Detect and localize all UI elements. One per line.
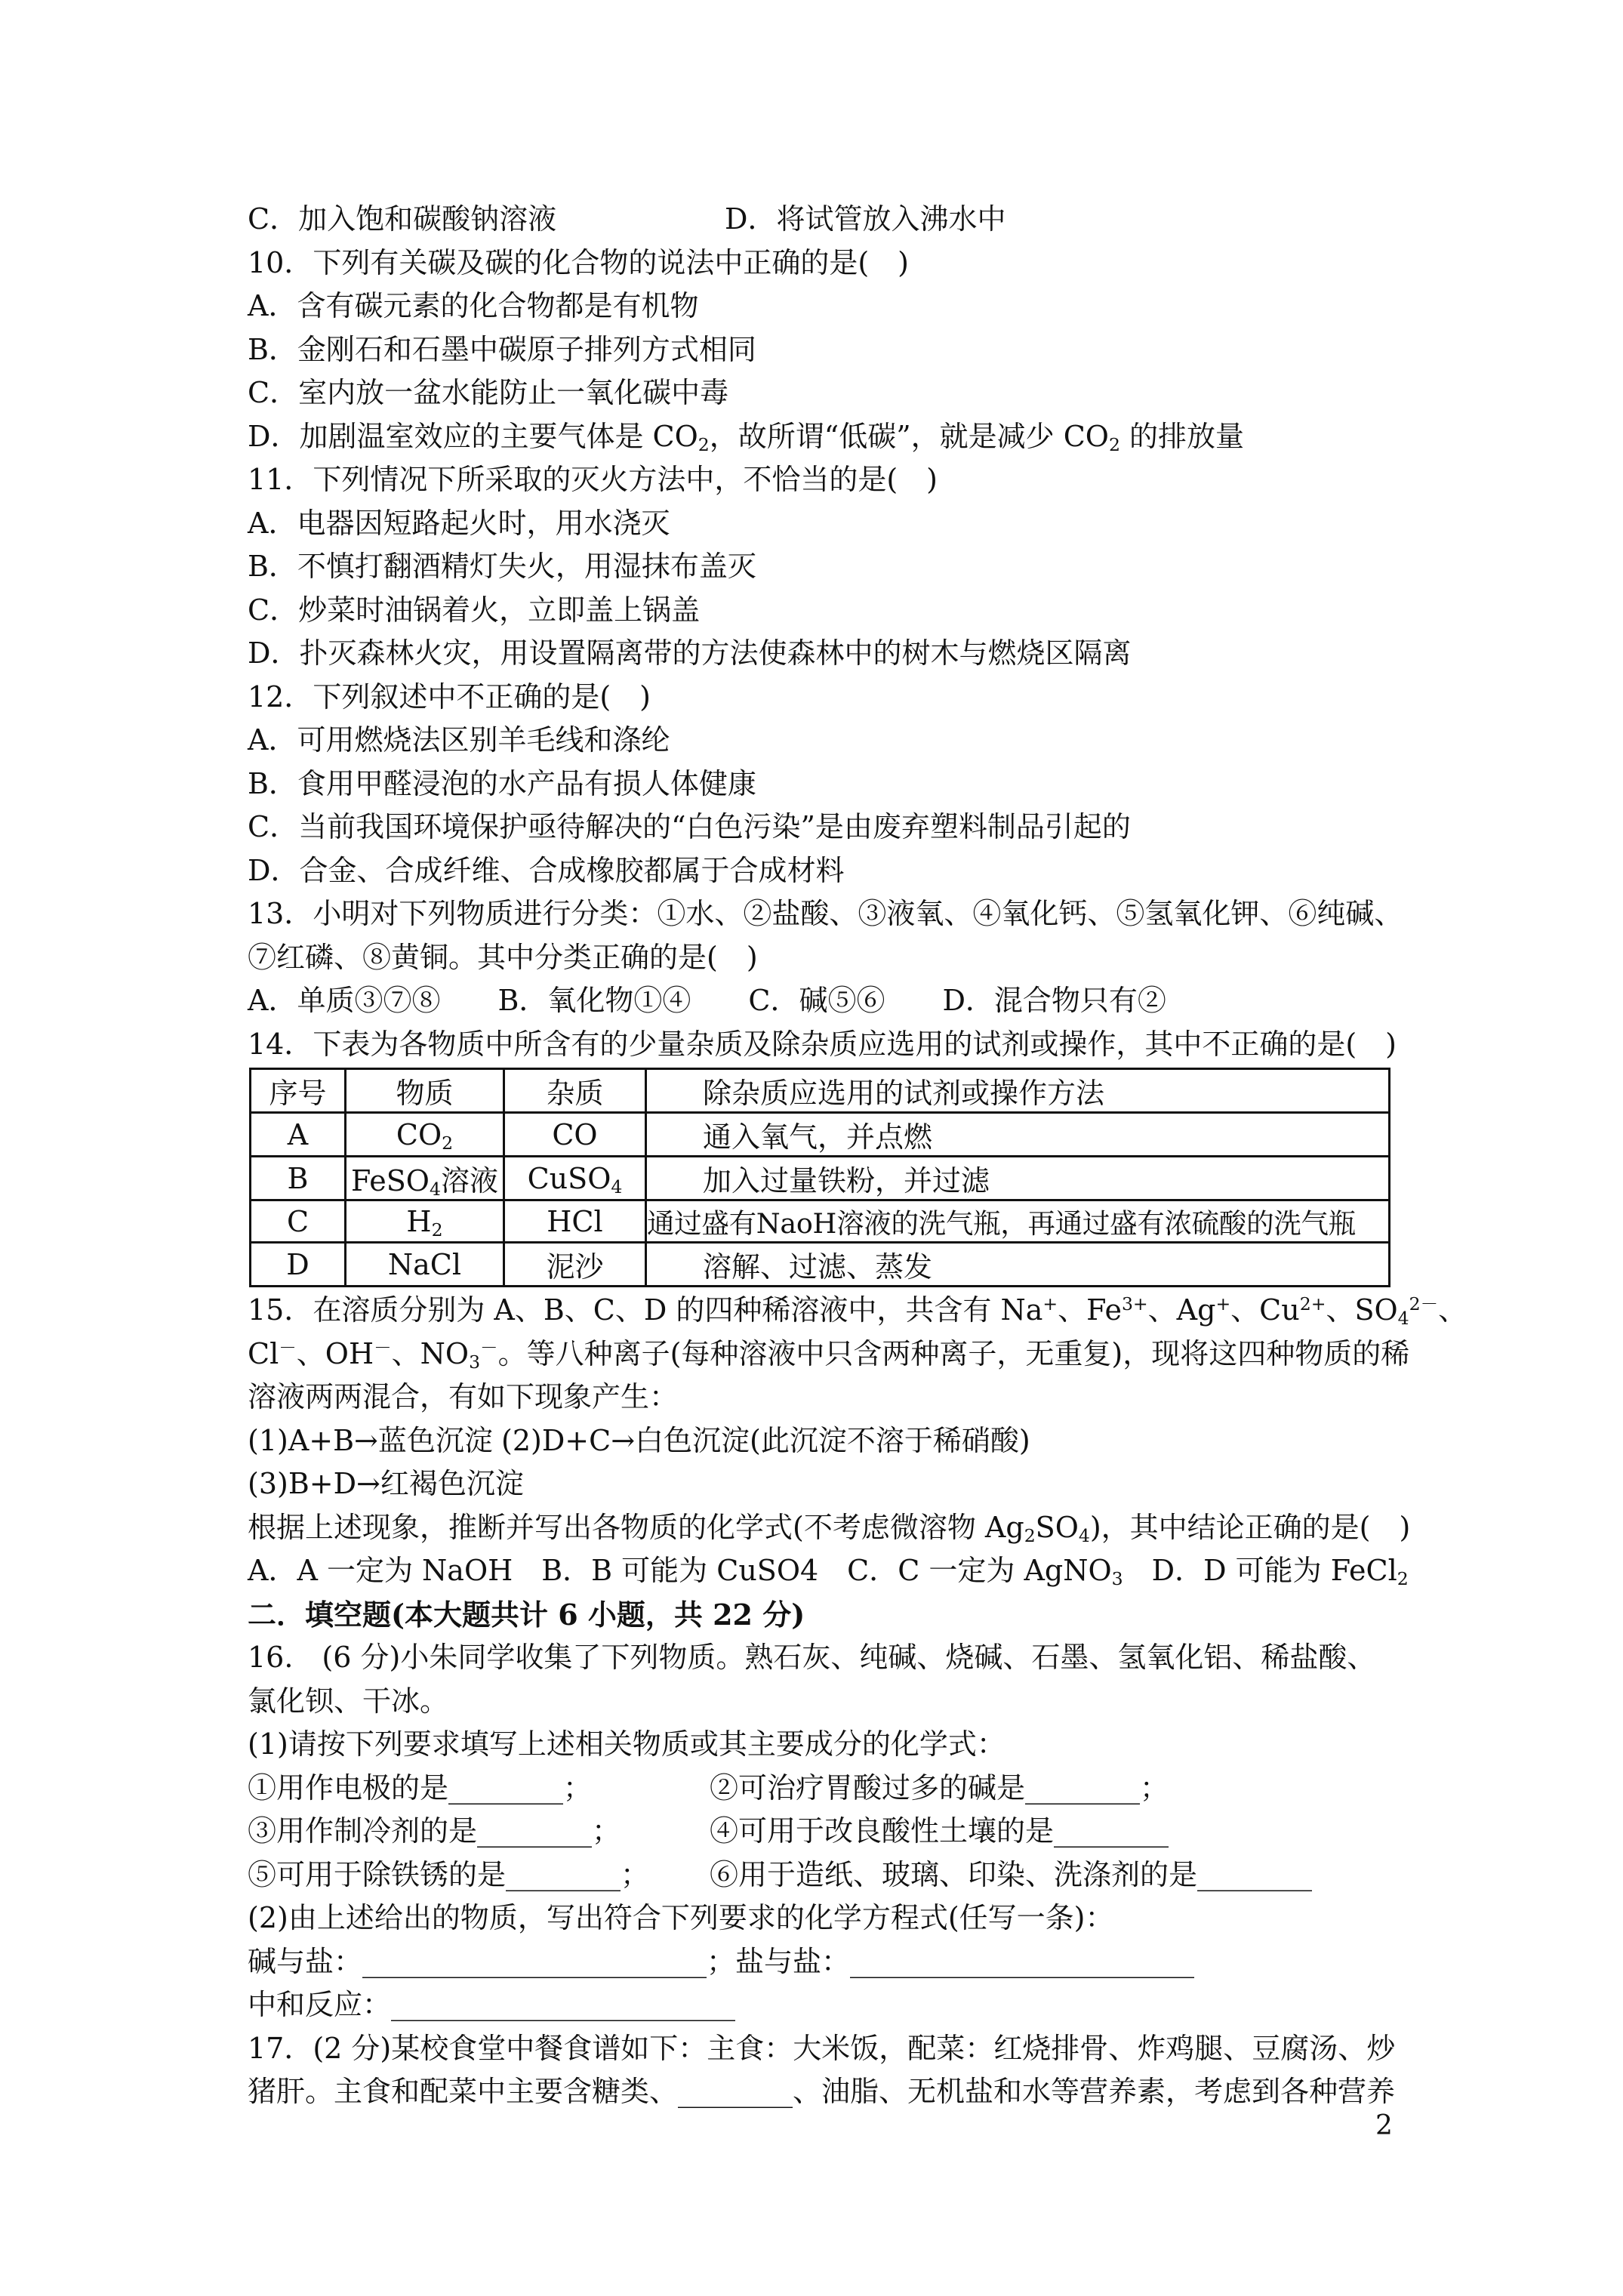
table-cell-method: 通过盛有NaoH溶液的洗气瓶，再通过盛有浓硫酸的洗气瓶 xyxy=(645,1200,1389,1243)
table-cell-method: 通入氧气，并点燃 xyxy=(645,1113,1389,1157)
q10-option-c: C．室内放一盆水能防止一氧化碳中毒 xyxy=(248,376,729,409)
table-cell-method: 加入过量铁粉，并过滤 xyxy=(645,1157,1389,1200)
q16-item-3: ③用作制冷剂的是________； xyxy=(248,1814,621,1848)
q16-stem-line1: 16. (6 分)小朱同学收集了下列物质。熟石灰、纯碱、烧碱、石墨、氢氧化铝、稀盐酸、 xyxy=(248,1641,1376,1674)
table-cell-substance: $CO_2$ xyxy=(346,1113,504,1157)
q10-stem: 10．下列有关碳及碳的化合物的说法中正确的是( ) xyxy=(248,245,910,279)
q15-observation-3: (3)B+D→红褐色沉淀 xyxy=(248,1467,524,1500)
q16-stem-line2: 氯化钡、干冰。 xyxy=(248,1684,449,1718)
q16-item-2: ②可治疗胃酸过多的碱是________； xyxy=(710,1771,1169,1804)
q15-line4: 根据上述现象，推断并写出各物质的化学式(不考虑微溶物 $Ag_2SO_4$)，其中结论正确的是( ) xyxy=(248,1510,1411,1546)
q10-option-d: D．加剧温室效应的主要气体是 $CO_2$，故所谓“低碳”，就是减少 $CO_2$ 的排放量 xyxy=(248,419,1245,455)
table-cell-method: 溶解、过滤、蒸发 xyxy=(645,1243,1389,1287)
q14-table xyxy=(249,1068,1390,1287)
table-header-cell: 杂质 xyxy=(504,1069,645,1113)
table-cell-substance: $H_2$ xyxy=(346,1200,504,1243)
q16-equation-line2: 中和反应：________________________ xyxy=(248,1988,736,2021)
table-cell-id: D xyxy=(251,1243,346,1287)
q13-options: A．单质③⑦⑧ B．氧化物①④ C．碱⑤⑥ D．混合物只有② xyxy=(248,984,1166,1017)
q16-items-row1 xyxy=(248,1767,1403,1811)
q13-stem-line1: 13．小明对下列物质进行分类：①水、②盐酸、③液氧、④氧化钙、⑤氢氧化钾、⑥纯碱、 xyxy=(248,897,1403,930)
q16-item-5: ⑤可用于除铁锈的是________； xyxy=(248,1857,650,1891)
section-heading: 二．填空题(本大题共计 6 小题，共 22 分) xyxy=(248,1597,805,1632)
table-cell-substance: NaCl xyxy=(346,1243,504,1287)
q15-line3: 溶液两两混合，有如下现象产生： xyxy=(248,1380,679,1413)
q11-option-c: C．炒菜时油锅着火，立即盖上锅盖 xyxy=(248,593,701,627)
table-cell-impurity: CO xyxy=(504,1113,645,1157)
table-cell-substance: FeSO$_4$溶液 xyxy=(346,1157,504,1200)
q11-option-a: A．电器因短路起火时，用水浇灭 xyxy=(248,506,670,540)
q16-item-6: ⑥用于造纸、玻璃、印染、洗涤剂的是________ xyxy=(710,1857,1313,1891)
q15-observation-1: (1)A+B→蓝色沉淀 xyxy=(248,1423,493,1457)
q15-line2: Cl－、OH－、$NO_3^-$。等八种离子(每种溶液中只含两种离子，无重复)，现将这四种物质的稀 xyxy=(248,1336,1410,1373)
q16-part1: (1)请按下列要求填写上述相关物质或其主要成分的化学式： xyxy=(248,1727,1006,1761)
table-cell-impurity: 泥沙 xyxy=(504,1243,645,1287)
q13-stem-line2: ⑦红磷、⑧黄铜。其中分类正确的是( ) xyxy=(248,940,758,974)
q16-item-1: ①用作电极的是________； xyxy=(248,1771,593,1804)
q11-option-b: B．不慎打翻酒精灯失火，用湿抹布盖灭 xyxy=(248,550,756,583)
table-row xyxy=(251,1113,1390,1157)
q15-options: A．A 一定为 NaOH B．B 可能为 CuSO4 C．C 一定为 AgNO$_3$ D．D 可能为 FeCl$_2$ xyxy=(248,1554,1409,1589)
q10-option-b: B．金刚石和石墨中碳原子排列方式相同 xyxy=(248,332,756,366)
q12-option-d: D．合金、合成纤维、合成橡胶都属于合成材料 xyxy=(248,853,845,887)
q14-stem: 14．下表为各物质中所含有的少量杂质及除杂质应选用的试剂或操作，其中不正确的是( ) xyxy=(248,1027,1397,1061)
q15-observation-2: (2)D+C→白色沉淀(此沉淀不溶于稀硝酸) xyxy=(501,1423,1030,1457)
table-row xyxy=(251,1243,1390,1287)
table-cell-id: B xyxy=(251,1157,346,1200)
q16-part2: (2)由上述给出的物质，写出符合下列要求的化学方程式(任写一条)： xyxy=(248,1901,1114,1934)
q9-option-d: D．将试管放入沸水中 xyxy=(725,202,1006,236)
table-cell-id: A xyxy=(251,1113,346,1157)
q9-option-c: C．加入饱和碳酸钠溶液 xyxy=(248,202,557,236)
q16-items-row2 xyxy=(248,1810,1403,1854)
q15-observations xyxy=(248,1419,1403,1463)
q16-item-4: ④可用于改良酸性土壤的是________ xyxy=(710,1814,1169,1848)
table-header-cell: 除杂质应选用的试剂或操作方法 xyxy=(645,1069,1389,1113)
q11-stem: 11．下列情况下所采取的灭火方法中，不恰当的是( ) xyxy=(248,463,938,496)
table-header-row xyxy=(251,1069,1390,1113)
q12-option-a: A．可用燃烧法区别羊毛线和涤纶 xyxy=(248,723,670,757)
table-header-cell: 物质 xyxy=(346,1069,504,1113)
q11-option-d: D．扑灭森林火灾，用设置隔离带的方法使森林中的树木与燃烧区隔离 xyxy=(248,636,1132,670)
q17-line2: 猪肝。主食和配菜中主要含糖类、________、油脂、无机盐和水等营养素，考虑到各种营养 xyxy=(248,2075,1396,2108)
table-header-cell: 序号 xyxy=(251,1069,346,1113)
table-cell-id: C xyxy=(251,1200,346,1243)
table-row xyxy=(251,1200,1390,1243)
q10-option-a: A．含有碳元素的化合物都是有机物 xyxy=(248,289,699,322)
document-page xyxy=(248,198,1467,2114)
q15-line1: 15．在溶质分别为 A、B、C、D 的四种稀溶液中，共含有 Na+、$Fe^{3+}$、Ag+、$Cu^{2+}$、$SO_4^{2-}$、 xyxy=(248,1293,1467,1329)
q12-stem: 12．下列叙述中不正确的是( ) xyxy=(248,680,651,713)
table-cell-impurity: HCl xyxy=(504,1200,645,1243)
q17-line1: 17．(2 分)某校食堂中餐食谱如下：主食：大米饭，配菜：红烧排骨、炸鸡腿、豆腐汤、炒 xyxy=(248,2031,1396,2065)
table-row xyxy=(251,1157,1390,1200)
q12-option-b: B．食用甲醛浸泡的水产品有损人体健康 xyxy=(248,766,756,800)
q12-option-c: C．当前我国环境保护亟待解决的“白色污染”是由废弃塑料制品引起的 xyxy=(248,810,1131,843)
q16-items-row3 xyxy=(248,1854,1403,1897)
table-cell-impurity: CuSO$_4$ xyxy=(504,1157,645,1200)
page-number: 2 xyxy=(1375,2110,1393,2141)
q9-options-line xyxy=(248,198,1403,242)
q16-equation-line1: 碱与盐：________________________；盐与盐：________________________ xyxy=(248,1944,1195,1978)
